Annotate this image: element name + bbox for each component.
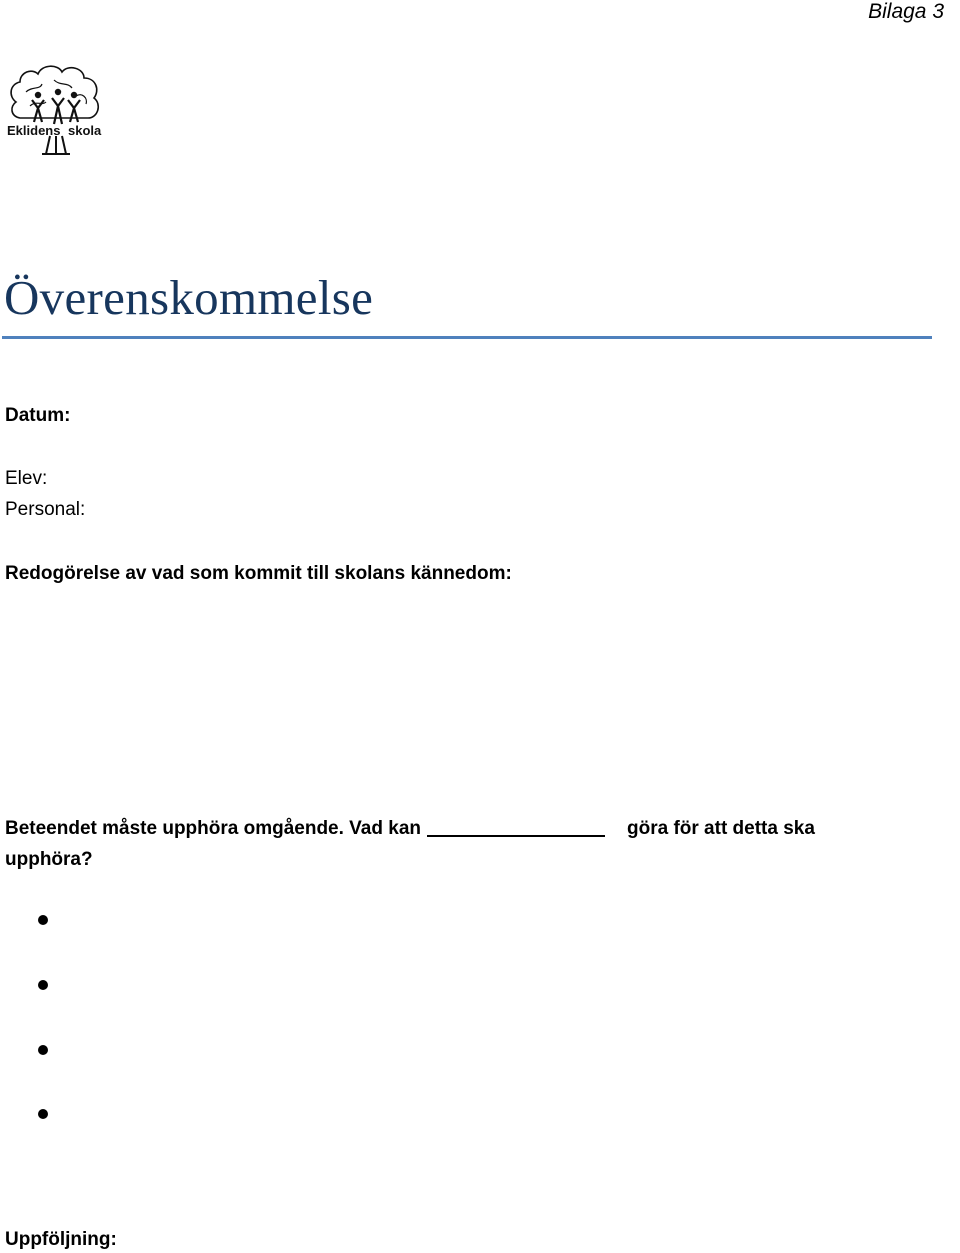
behaviour-question [5,813,815,875]
svg-text:Eklidens: Eklidens [7,123,61,138]
svg-text:skola: skola [68,123,102,138]
school-logo [6,62,112,158]
responsible-party-blank [427,816,605,837]
bullet-item [38,1045,52,1059]
title-divider [2,336,932,339]
bullet-dot-icon [38,980,48,990]
bullet-item [38,1109,52,1123]
behaviour-sentence-start: Beteendet måste upphöra omgående. Vad kan [5,818,421,839]
student-label: Elev: [5,468,48,489]
followup-label: Uppföljning: [5,1229,117,1250]
bullet-dot-icon [38,1109,48,1119]
attachment-label: Bilaga 3 [868,0,944,23]
staff-label: Personal: [5,499,86,520]
date-label: Datum: [5,405,71,426]
document-title: Överenskommelse [4,270,374,325]
bullet-dot-icon [38,915,48,925]
behaviour-sentence-end: göra för att detta ska [627,818,815,839]
bullet-dot-icon [38,1045,48,1055]
bullet-item [38,915,52,929]
account-label: Redogörelse av vad som kommit till skolans kännedom: [5,563,512,584]
bullet-item [38,980,52,994]
tree-logo-icon [6,62,112,158]
behaviour-sentence-tail: upphöra? [5,849,93,870]
